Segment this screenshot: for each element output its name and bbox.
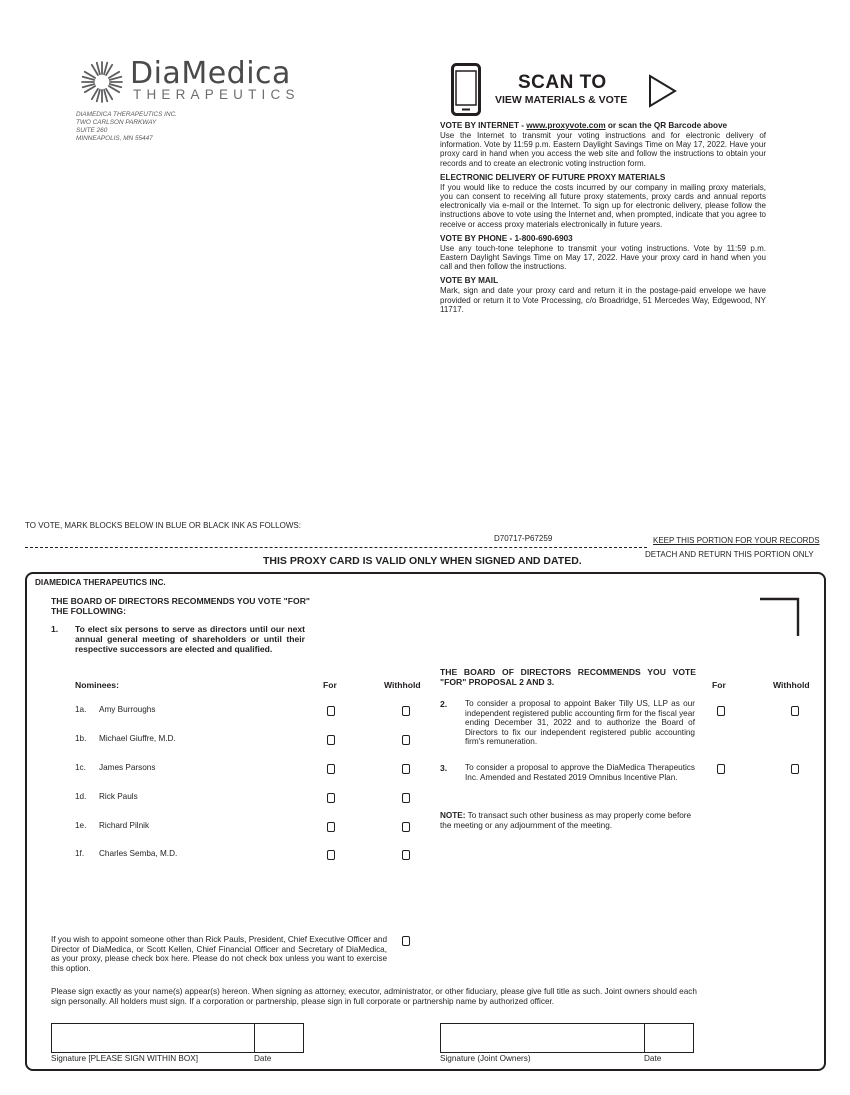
nominee-name: Charles Semba, M.D. <box>99 849 178 858</box>
vote-internet-text: Use the Internet to transmit your voting instructions and for electronic delivery of information. Vote by 11:59 p.m. Eastern Daylight Savings Time on May 17, 2022. Have your proxy card in hand when you access the web site and follow the instructions to obtain your records and to create an electronic voting instruction form. <box>440 131 766 168</box>
for-checkbox[interactable] <box>717 764 725 774</box>
sunburst-logo-icon <box>80 60 124 104</box>
withhold-checkbox[interactable] <box>402 706 410 716</box>
card-company: DIAMEDICA THERAPEUTICS INC. <box>35 578 166 587</box>
mark-instruction: TO VOTE, MARK BLOCKS BELOW IN BLUE OR BLACK INK AS FOLLOWS: <box>25 521 301 530</box>
withhold-checkbox[interactable] <box>402 764 410 774</box>
proposal-text: To consider a proposal to appoint Baker Tilly US, LLP as our independent registered public accounting firm for the fiscal year ending December 31, 2022 and to authorize the Board of Directors to fix our independent registered public accounting firm's remuneration. <box>465 699 695 747</box>
withhold-checkbox[interactable] <box>402 822 410 832</box>
against-checkbox[interactable] <box>791 706 799 716</box>
joint-date-label: Date <box>644 1054 662 1063</box>
vote-phone-text: Use any touch-tone telephone to transmit your voting instructions. Vote by 11:59 p.m. Eastern Daylight Savings Time on May 17, 2022. Have your proxy card in hand when you call and then follow the instructions. <box>440 243 766 272</box>
nominee-id: 1c. <box>75 763 86 772</box>
appoint-proxy-checkbox[interactable] <box>402 936 410 946</box>
for-checkbox[interactable] <box>327 793 335 803</box>
withhold-checkbox[interactable] <box>402 735 410 745</box>
play-arrow-icon <box>648 74 678 108</box>
electronic-delivery-heading: ELECTRONIC DELIVERY OF FUTURE PROXY MATERIALS <box>440 172 666 182</box>
company-logo <box>80 56 300 103</box>
joint-date-box[interactable] <box>644 1023 694 1053</box>
nominee-row <box>0 849 430 863</box>
proposal-number: 2. <box>440 699 448 709</box>
nominee-row <box>0 821 430 835</box>
vote-mail-heading: VOTE BY MAIL <box>440 276 499 286</box>
for-checkbox[interactable] <box>717 706 725 716</box>
electronic-delivery-text: If you would like to reduce the costs incurred by our company in mailing proxy materials, you can consent to receiving all future proxy statements, proxy cards and annual reports electronically via e-mail or the Internet. To sign up for electronic delivery, please follow the instructions above to vote using the Internet and, when prompted, indicate that you agree to receive or access proxy materials electronically in future years. <box>440 182 766 229</box>
for-column-header: For <box>323 680 337 690</box>
item1-number: 1. <box>51 624 59 634</box>
nominee-name: Rick Pauls <box>99 792 138 801</box>
sign-instructions: Please sign exactly as your name(s) appear(s) hereon. When signing as attorney, executor, administrator, or other fiduciary, please give full title as such. Joint owners should each sign personally. All holders must sign. If a corporation or partnership, please sign in full corporate or partnership name by authorized officer. <box>51 987 697 1006</box>
smartphone-icon <box>451 63 481 116</box>
nominee-name: Amy Burroughs <box>99 705 156 714</box>
for-column-header-2: For <box>712 680 726 690</box>
withhold-column-header: Withhold <box>384 680 421 690</box>
board-recommendation-1: THE BOARD OF DIRECTORS RECOMMENDS YOU VOTE "FOR" THE FOLLOWING: <box>51 596 310 616</box>
vote-instructions <box>440 121 766 314</box>
joint-signature-label: Signature (Joint Owners) <box>440 1054 531 1063</box>
proposal-2 <box>440 699 810 755</box>
for-checkbox[interactable] <box>327 706 335 716</box>
nominee-row <box>0 792 430 806</box>
item1-text: To elect six persons to serve as directors until our next annual general meeting of shareholders or until their respective successors are elected and qualified. <box>75 624 305 654</box>
for-checkbox[interactable] <box>327 735 335 745</box>
registration-corner-mark <box>758 596 800 638</box>
detach-line <box>25 547 647 548</box>
nominee-id: 1e. <box>75 821 87 830</box>
nominee-row <box>0 763 430 777</box>
nominee-name: Richard Pilnik <box>99 821 150 830</box>
nominee-id: 1a. <box>75 705 87 714</box>
nominee-name: Michael Giuffre, M.D. <box>99 734 176 743</box>
vote-mail-text: Mark, sign and date your proxy card and return it in the postage-paid envelope we have provided or return it to Vote Processing, c/o Broadridge, 51 Mercedes Way, Edgewood, NY 11717. <box>440 286 766 314</box>
for-checkbox[interactable] <box>327 850 335 860</box>
nominee-row <box>0 705 430 719</box>
valid-notice: THIS PROXY CARD IS VALID ONLY WHEN SIGNED AND DATED. <box>263 555 582 567</box>
nominee-id: 1b. <box>75 734 87 743</box>
withhold-checkbox[interactable] <box>402 793 410 803</box>
vote-phone-heading: VOTE BY PHONE - 1-800-690-6903 <box>440 233 573 243</box>
proposal-number: 3. <box>440 763 448 773</box>
nominee-name: James Parsons <box>99 763 156 772</box>
logo-name: DiaMedica <box>130 56 291 91</box>
keep-portion-label: KEEP THIS PORTION FOR YOUR RECORDS <box>653 536 820 545</box>
logo-subtitle: THERAPEUTICS <box>133 87 300 102</box>
signature-box[interactable] <box>51 1023 255 1053</box>
against-checkbox[interactable] <box>791 764 799 774</box>
for-checkbox[interactable] <box>327 822 335 832</box>
withhold-column-header-2: Withhold <box>773 680 810 690</box>
nominee-id: 1d. <box>75 792 87 801</box>
vote-internet-heading: VOTE BY INTERNET - www.proxyvote.com or scan the QR Barcode above <box>440 121 728 130</box>
for-checkbox[interactable] <box>327 764 335 774</box>
proposal-text: To consider a proposal to approve the DiaMedica Therapeutics Inc. Amended and Restated 2019 Omnibus Incentive Plan. <box>465 763 695 782</box>
scan-title: SCAN TO <box>518 72 607 93</box>
signature-label: Signature [PLEASE SIGN WITHIN BOX] <box>51 1054 198 1063</box>
nominee-row <box>0 734 430 748</box>
detach-return-label: DETACH AND RETURN THIS PORTION ONLY <box>645 550 814 559</box>
board-recommendation-2: THE BOARD OF DIRECTORS RECOMMENDS YOU VOTE "FOR" PROPOSAL 2 AND 3. <box>440 667 696 687</box>
note-text: NOTE: To transact such other business as may properly come before the meeting or any adjournment of the meeting. <box>440 811 692 830</box>
withhold-checkbox[interactable] <box>402 850 410 860</box>
nominees-label: Nominees: <box>75 680 119 690</box>
date-label: Date <box>254 1054 272 1063</box>
nominee-id: 1f. <box>75 849 85 858</box>
company-address: DIAMEDICA THERAPEUTICS INC. TWO CARLSON PARKWAY SUITE 260 MINNEAPOLIS, MN 55447 <box>76 111 177 142</box>
joint-signature-box[interactable] <box>440 1023 645 1053</box>
proxyvote-link[interactable]: www.proxyvote.com <box>526 121 606 130</box>
control-code: D70717-P67259 <box>494 534 553 543</box>
appoint-proxy-text: If you wish to appoint someone other than Rick Pauls, President, Chief Executive Officer and Director of DiaMedica, or Scott Kellen, Chief Financial Officer and Secretary of DiaMedica, as your proxy, please check box here. Please do not check box unless you want to exercise this option. <box>51 935 387 973</box>
scan-subtitle: VIEW MATERIALS & VOTE <box>495 94 628 106</box>
proposal-3 <box>440 763 810 795</box>
date-box[interactable] <box>254 1023 304 1053</box>
